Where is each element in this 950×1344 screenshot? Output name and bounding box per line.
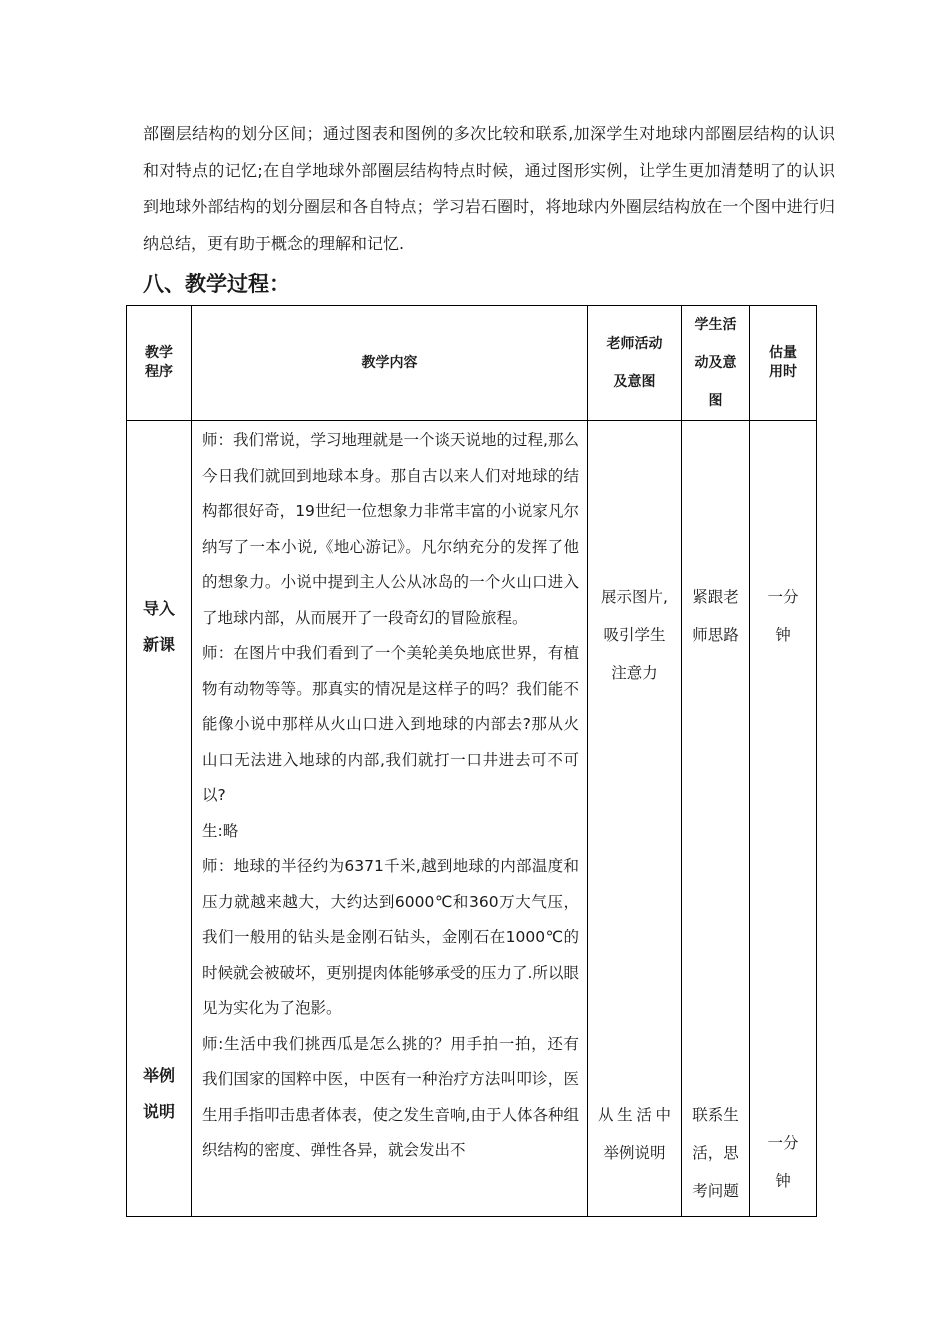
content-paragraph: 师：在图片中我们看到了一个美轮美奂地底世界，有植物有动物等等。那真实的情况是这样子的吗？我们能不能像小说中那样从火山口进入到地球的内部去?那从火山口无法进入地球的内部,我们就打一口井进去可不可以? [202,644,579,804]
teacher-intro-line2: 吸引学生 [603,626,666,644]
time-example [752,1124,814,1200]
header-teaching-content: 教学内容 [192,306,588,421]
teacher-activity-column [588,421,682,1217]
content-paragraph: 师:生活中我们挑西瓜是怎么挑的？用手拍一拍，还有我们国家的国粹中医，中医有一种治疗方法叫叩诊，医生用手指叩击患者体表，使之发生音响,由于人体各种组织结构的密度、弹性各异，就会发出不 [202,1034,579,1159]
student-example-line1: 联系生 [692,1106,739,1124]
header-student-activity [682,306,750,421]
teacher-example-line2: 举例说明 [603,1144,666,1162]
stage-example-line2: 说明 [142,1102,175,1121]
student-example-line3: 考问题 [692,1182,739,1200]
header-time-line1: 估量 [769,345,797,361]
teacher-example-line1: 从生活中 [598,1106,671,1124]
content-column [192,421,588,1217]
header-student-line1: 学生活 [694,317,737,333]
time-intro-line1: 一分 [767,588,799,606]
teaching-process-table [126,305,817,1217]
intro-section [143,116,835,262]
header-teaching-sequence [127,306,192,421]
student-activity-example [686,1096,745,1210]
time-intro-line2: 钟 [775,626,791,644]
stage-intro-line2: 新课 [142,635,175,654]
content-paragraph: 师：地球的半径约为6371千米,越到地球的内部温度和压力就越来越大，大约达到6000℃和360万大气压，我们一般用的钻头是金刚石钻头，金刚石在1000℃的时候就会被破坏，更别提肉体能够承受的压力了.所以眼见为实化为了泡影。 [202,857,579,1017]
stage-column [127,421,192,1217]
teacher-activity-intro [598,578,671,692]
teacher-intro-line1: 展示图片, [601,588,668,606]
intro-paragraph: 部圈层结构的划分区间；通过图表和图例的多次比较和联系,加深学生对地球内部圈层结构的认识和对特点的记忆;在自学地球外部圈层结构特点时候，通过图形实例，让学生更加清楚明了的认识到地球外部结构的划分圈层和各自特点；学习岩石圈时，将地球内外圈层结构放在一个图中进行归纳总结，更有助于概念的理解和记忆. [143,124,835,253]
table-header-row [127,306,817,421]
teacher-intro-line3: 注意力 [611,664,658,682]
student-example-line2: 活，思 [692,1144,739,1162]
header-student-line3: 图 [708,393,723,409]
header-teacher-line1: 老师活动 [606,336,663,352]
header-estimated-time [750,306,817,421]
stage-intro-line1: 导入 [142,599,175,618]
time-intro [752,578,814,654]
time-example-line2: 钟 [775,1172,791,1190]
student-intro-line1: 紧跟老 [692,588,739,606]
header-seq-line2: 程序 [145,364,173,380]
time-example-line1: 一分 [767,1134,799,1152]
header-seq-line1: 教学 [145,345,173,361]
table-row [127,421,817,1217]
section-heading: 八、教学过程： [143,272,290,296]
content-paragraph: 师：我们常说，学习地理就是一个谈天说地的过程,那么今日我们就回到地球本身。那自古以来人们对地球的结构都很好奇，19世纪一位想象力非常丰富的小说家凡尔纳写了一本小说,《地心游记》。凡尔纳充分的发挥了他的想象力。小说中提到主人公从冰岛的一个火山口进入了地球内部，从而展开了一段奇幻的冒险旅程。 [202,431,579,627]
header-teacher-line2: 及意图 [613,374,656,390]
time-column [750,421,817,1217]
header-student-line2: 动及意 [694,355,737,371]
student-activity-column [682,421,750,1217]
header-time-line2: 用时 [769,364,797,380]
teacher-activity-example [598,1096,671,1172]
student-intro-line2: 师思路 [692,626,739,644]
stage-example-label [127,1058,191,1130]
student-activity-intro [686,578,745,654]
teaching-content [192,421,587,1169]
stage-example-line1: 举例 [142,1066,175,1085]
stage-intro-label [127,591,191,663]
content-paragraph: 生:略 [202,821,239,840]
header-teacher-activity [588,306,682,421]
